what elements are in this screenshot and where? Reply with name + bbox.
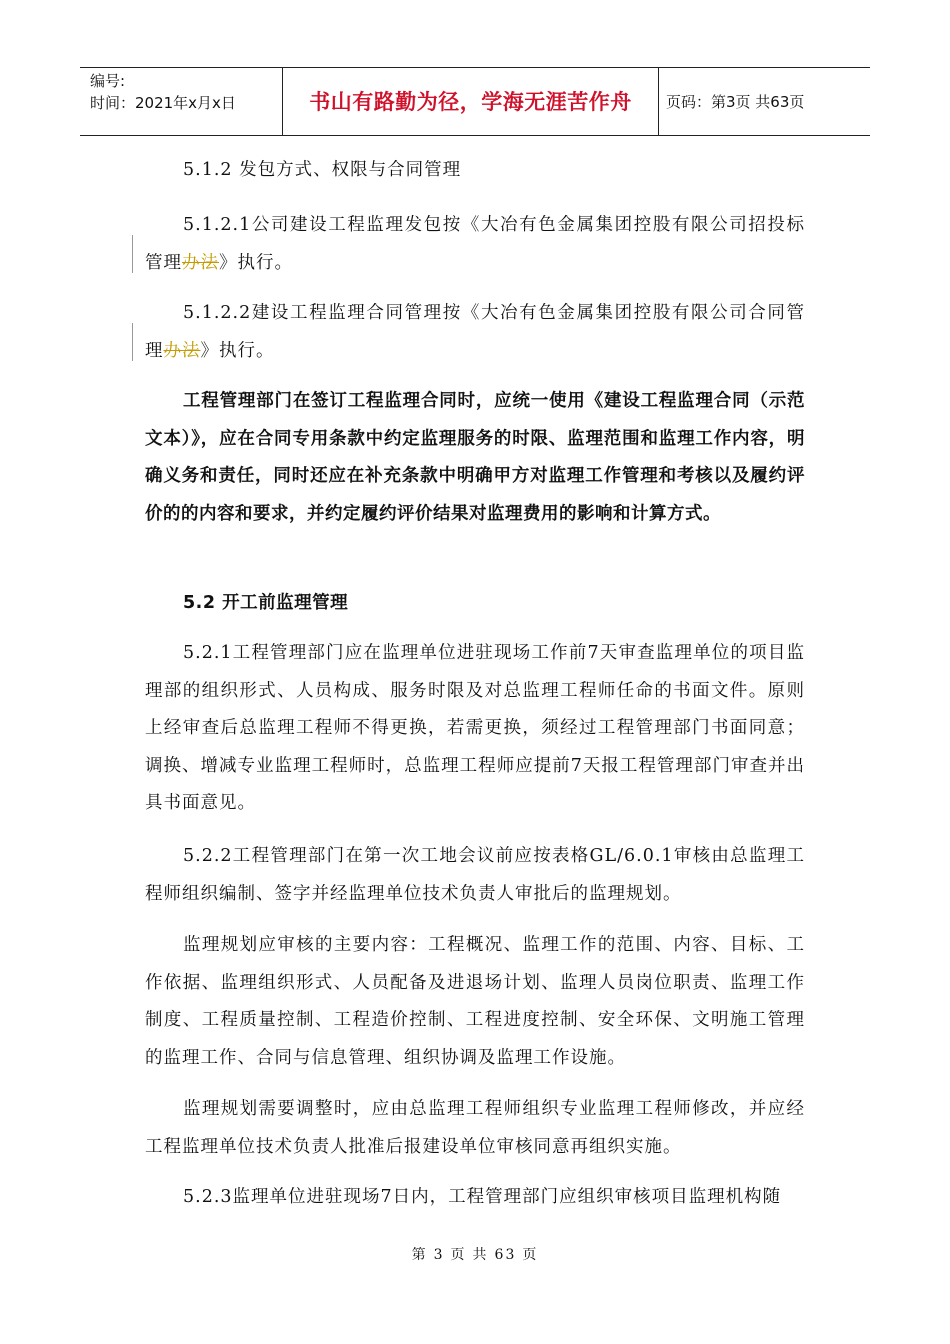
document-number: 编号: [90, 72, 126, 90]
header-meta [90, 70, 280, 114]
footer-di: 第 [411, 1247, 428, 1263]
section-5-2-3: 5.2.3监理单位进驻现场7日内，工程管理部门应组织审核项目监理机构随 [183, 1187, 782, 1207]
deleted-text: 办法 [163, 340, 201, 361]
section-5-1-2-title: 5.1.2 发包方式、权限与合同管理 [183, 160, 462, 180]
section-text: 5.1.2.1公司建设工程监理发包按《大冶有色金属集团控股有限公司招投标管理 [145, 215, 805, 273]
document-date: 时间：2021年x月x日 [90, 94, 236, 112]
section-5-2-1: 5.2.1工程管理部门应在监理单位进驻现场工作前7天审查监理单位的项目监理部的组织形式、人员构成、服务时限及对总监理工程师任命的书面文件。原则上经审查后总监理工程师不得更换，若需更换，须经过工程管理部门书面同意；调换、增减专业监理工程师时，总监理工程师应提前7天报工程管理部门审查并出具书面意见。 [145, 643, 805, 813]
plan-content-paragraph: 监理规划应审核的主要内容：工程概况、监理工作的范围、内容、目标、工作依据、监理组织形式、人员配备及进退场计划、监理人员岗位职责、监理工作制度、工程质量控制、工程造价控制、工程进度控制、安全环保、文明施工管理的监理工作、合同与信息管理、组织协调及监理工作设施。 [145, 935, 805, 1068]
section-text: 5.1.2.2建设工程监理合同管理按《大冶有色金属集团控股有限公司合同管理 [145, 303, 805, 361]
header-motto: 书山有路勤为径，学海无涯苦作舟 [309, 90, 632, 114]
plan-adjust-paragraph: 监理规划需要调整时，应由总监理工程师组织专业监理工程师修改，并应经工程监理单位技术负责人批准后报建设单位审核同意再组织实施。 [145, 1099, 805, 1157]
revision-bar [132, 323, 133, 361]
deleted-text: 办法 [182, 252, 219, 273]
footer-gong: 共 [472, 1247, 489, 1263]
revision-bar [132, 235, 133, 273]
section-text: 》执行。 [200, 340, 275, 361]
footer-total-pages: 63 [494, 1247, 517, 1263]
page-header [80, 67, 870, 136]
footer-ye: 页 [450, 1247, 467, 1263]
page-footer [0, 1244, 950, 1264]
header-page-info: 页码：第3页 共63页 [666, 92, 805, 111]
header-divider [658, 68, 659, 135]
section-5-1-2-2 [145, 295, 805, 370]
section-5-2-2: 5.2.2工程管理部门在第一次工地会议前应按表格GL/6.0.1审核由总监理工程师组织编制、签字并经监理单位技术负责人审批后的监理规划。 [145, 846, 805, 904]
bold-paragraph: 工程管理部门在签订工程监理合同时，应统一使用《建设工程监理合同（示范文本）》，应在合同专用条款中约定监理服务的时限、监理范围和监理工作内容，明确义务和责任，同时还应在补充条款中明确甲方对监理工作管理和考核以及履约评价的的内容和要求，并约定履约评价结果对监理费用的影响和计算方式。 [145, 391, 805, 524]
section-5-2-title: 5.2 开工前监理管理 [183, 593, 349, 613]
section-5-1-2-1 [145, 207, 805, 282]
section-text: 》执行。 [219, 252, 293, 273]
footer-page-number: 3 [433, 1247, 445, 1263]
footer-ye: 页 [522, 1247, 539, 1263]
